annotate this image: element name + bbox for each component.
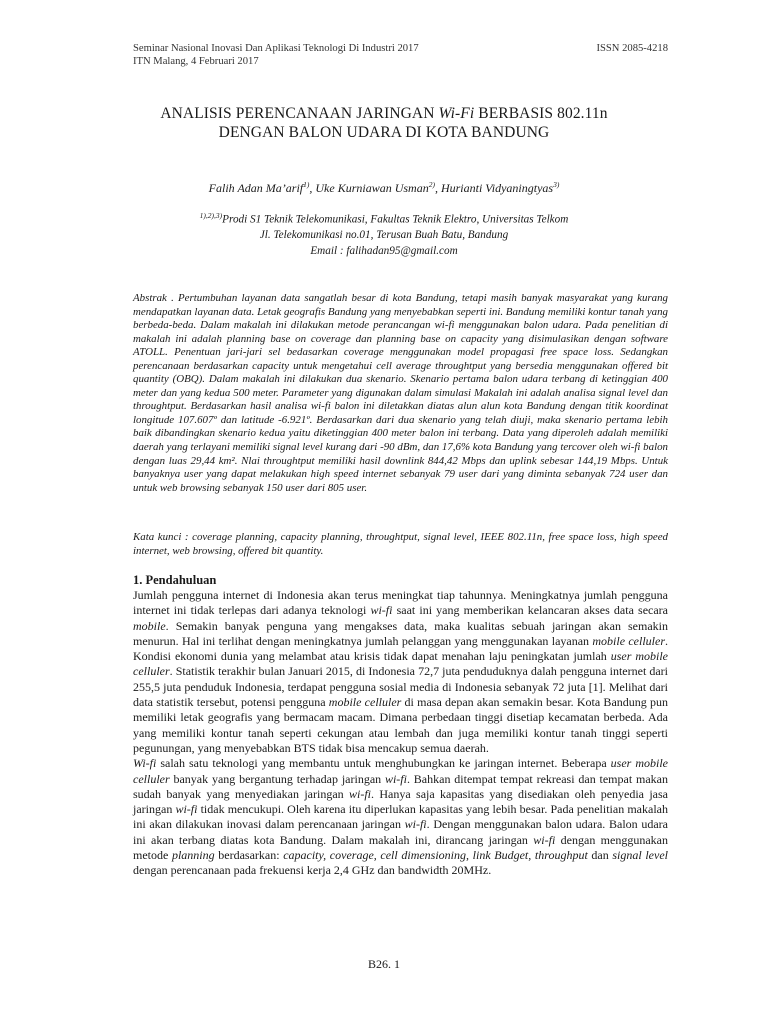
issn: ISSN 2085-4218 bbox=[596, 43, 668, 54]
italic-term: user mobile celluler bbox=[133, 756, 669, 786]
affiliation: $^{1),2),3)}$Prodi S1 Teknik Telekomunikasi, Fakultas Teknik Elektro, Universitas Telkom Jl. Telekomunikasi no.01, Terusan Buah Batu, Bandung Email : falihadan95@gmail.com bbox=[100, 208, 668, 259]
italic-term: wi-fi bbox=[533, 832, 556, 847]
italic-term: capacity, coverage, cell dimensioning, link Budget, throughput bbox=[283, 848, 588, 863]
italic-term: user mobile celluler bbox=[133, 649, 668, 679]
seminar-name: Seminar Nasional Inovasi Dan Aplikasi Teknologi Di Industri 2017 bbox=[133, 43, 419, 54]
paragraph-2: Wi-fi salah satu teknologi yang membantu untuk menghubungkan ke jaringan internet. Beberapa user mobile celluler banyak yang bergantung terhadap jaringan wi-fi. Bahkan ditempat tempat rekreasi dan tempat makan sudah banyak yang menyediakan jaringan wi-fi. Hanya saja kapasitas yang disediakan oleh penyedia jasa jaringan wi-fi tidak mencukupi. Oleh karena itu diperlukan kapasitas yang lebih besar. Pada penelitian makalah ini akan dilakukan inovasi dalam perencanaan jaringan wi-fi. Dengan menggunakan balon udara. Balon udara ini akan terbang diatas kota Bandung. Dalam makalah ini, dirancang jaringan wi-fi dengan menggunakan metode planning berdasarkan: capacity, coverage, cell dimensioning, link Budget, throughput dan signal level dengan perencanaan pada frekuensi kerja 2,4 GHz dan bandwidth 20MHz. bbox=[133, 756, 669, 878]
keywords: Kata kunci : coverage planning, capacity planning, throughtput, signal level, IEEE 802.11n, free space loss, high speed internet, web browsing, offered bit quantity. bbox=[133, 531, 668, 557]
abstract: Abstrak . Pertumbuhan layanan data sangatlah besar di kota Bandung, tetapi masih banyak masyarakat yang kurang mendapatkan layanan data. Letak geografis Bandung yang menyebabkan seperti ini. Bandung memiliki kontur tanah yang berbeda-beda. Dalam makalah ini dilakukan metode perancangan wi-fi menggunakan balon udara. Pada penelitian di makalah ini adalah planning base on coverage dan planning base on capacity yang disimulasikan dengan software ATOLL. Penentuan jari-jari sel bedasarkan coverage menggunakan model propagasi free space loss. Sedangkan perencanaan berdasarkan capacity untuk mengetahui cell average throughtput yang bersedia menggunakan offered bit quantity (OBQ). Dalam makalah ini dilakukan dua skenario. Skenario pertama balon udara terbang di ketinggian 400 meter dan yang kedua 500 meter. Parameter yang digunakan dalam simulasi Makalah ini adalah analisa signal level dan throughtput. Berdasarkan hasil analisa wi-fi balon ini diletakkan diatas alun alun kota Bandung dengan titik koordinat longitude 107.607º dan latitude -6.921º. Berdasarkan dari dua skenario yang telah diuji, maka skenario pertama lebih baik dibandingkan skenario kedua yaitu diketinggian 400 meter balon ini terbang. Data yang diperoleh adalah memiliki daerah yang terlayani memiliki signal level kurang dari -90 dBm, dan 17,6% kota Bandung yang tercover oleh wi-fi balon dengan luas 29,44 km². Nlai throughtput memiliki hasil downlink 844,42 Mbps dan uplink sebesar 144,19 Mbps. Untuk banyaknya user yang dapat melakukan high speed internet sebanyak 79 user dari yang diminta sebanyak 724 user dan untuk web browsing sebanyak 150 user dari 805 user. bbox=[133, 292, 668, 494]
italic-term: wi-fi bbox=[175, 802, 198, 817]
italic-term: wi-fi bbox=[349, 786, 372, 801]
paragraph-1: Jumlah pengguna internet di Indonesia akan terus meningkat tiap tahunnya. Meningkatnya jumlah pengguna internet ini tidak terlepas dari adanya teknologi wi-fi saat ini yang memberikan kelancaran akses data secara mobile. Semakin banyak penguna yang mengakses data, maka kualitas sebuah jaringan akan semakin menurun. Hal ini terlihat dengan meningkatnya jumlah pelanggan yang menggunakan layanan mobile celluler. Kondisi ekonomi dunia yang melambat atau krisis tidak dapat menahan laju peningkatan jumlah user mobile celluler. Statistik terakhir bulan Januari 2015, di Indonesia 72,7 juta penduduknya dalah pengguna internet dari 255,5 juta penduduk Indonesia, terdapat pengguna sosial media di Indonesia sebanyak 72 juta [1]. Melihat dari data statistik tersebut, potensi pengguna mobile celluler di masa depan akan semakin besar. Kota Bandung pun memiliki letak geografis yang bermacam macam. Dimana perbedaan tinggi disetiap kecamatan berbeda. Ada yang memiliki kontur tanah seperti cekungan atau lembah dan juga memiliki kontur tanah tinggi seperti pegunungan, yang menyebabkan BTS tidak bisa mencakup semua daerah. bbox=[133, 588, 669, 755]
italic-term: mobile bbox=[133, 618, 166, 633]
italic-term: Wi-fi bbox=[133, 756, 157, 771]
author-email: Email : falihadan95@gmail.com bbox=[310, 244, 458, 257]
section-heading-introduction: 1. Pendahuluan bbox=[133, 573, 217, 587]
running-header bbox=[133, 42, 419, 68]
italic-term: mobile celluler bbox=[592, 633, 666, 648]
italic-term: signal level bbox=[612, 848, 668, 863]
paper-title: ANALISIS PERENCANAAN JARINGAN Wi-Fi BERBASIS 802.11n DENGAN BALON UDARA DI KOTA BANDUNG bbox=[160, 105, 608, 141]
section-body bbox=[133, 588, 668, 879]
page-number: B26. 1 bbox=[367, 957, 400, 971]
italic-term: planning bbox=[171, 848, 215, 863]
italic-term: wi-fi bbox=[404, 817, 427, 832]
italic-term: wi-fi bbox=[384, 771, 407, 786]
italic-term: wi-fi bbox=[370, 603, 393, 618]
italic-term: mobile celluler bbox=[328, 695, 402, 710]
author-list: Falih Adan Ma’arif$^{1)}$, Uke Kurniawan Usman$^{2)}$, Hurianti Vidyaningtyas$^{3)}$ bbox=[208, 180, 560, 195]
venue-date: ITN Malang, 4 Februari 2017 bbox=[133, 56, 259, 67]
